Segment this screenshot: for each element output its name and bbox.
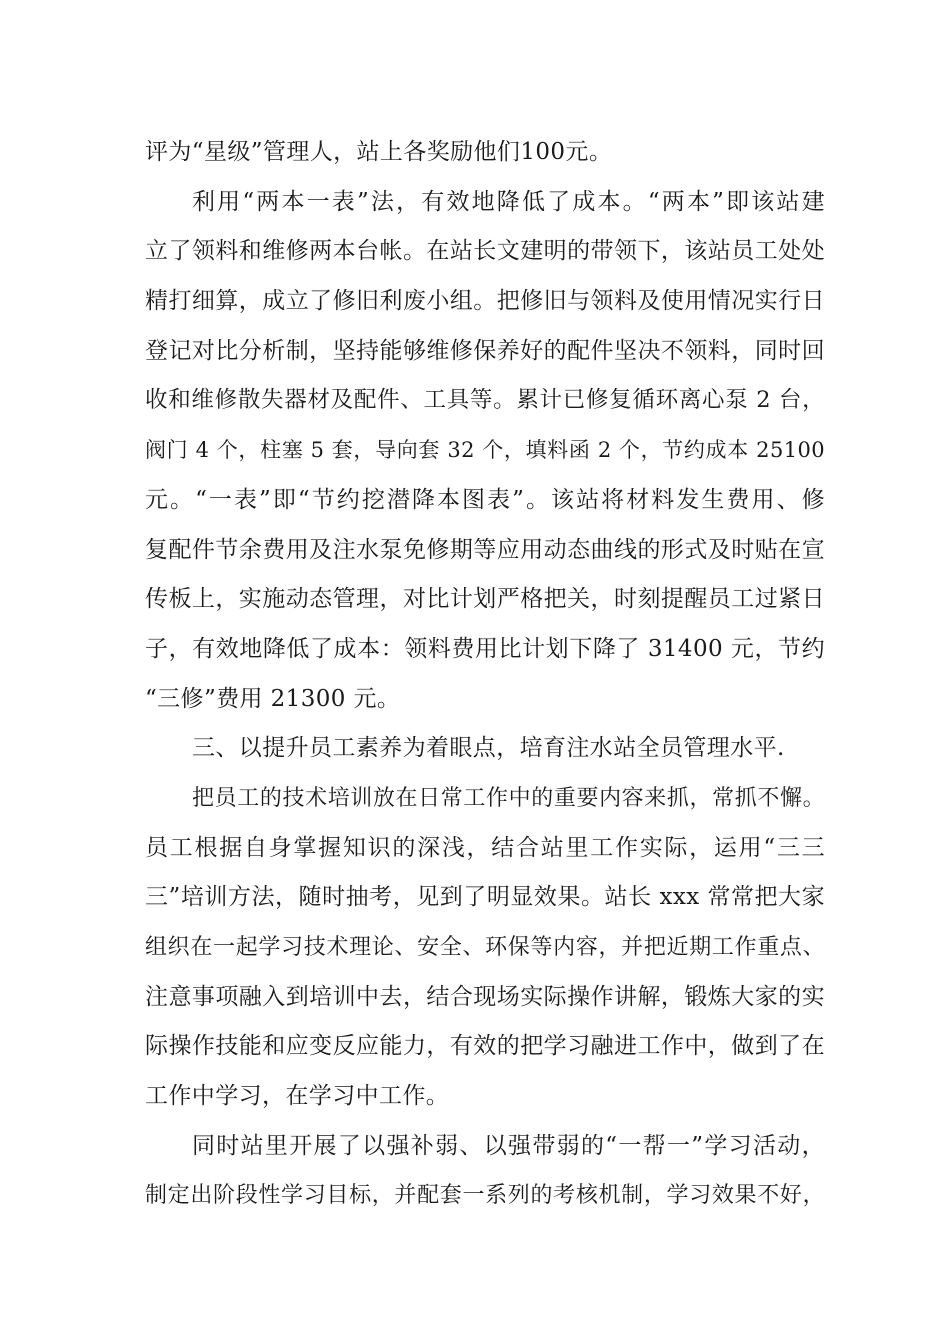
text-line: 员工根据自身掌握知识的深浅，结合站里工作实际，运用“三三 [145, 834, 825, 861]
text-line: 制定出阶段性学习目标，并配套一系列的考核机制，学习效果不好， [145, 1183, 825, 1209]
text-line: 元。“一表”即“节约挖潜降本图表”。该站将材料发生费用、修 [145, 486, 825, 513]
text-line: 复配件节余费用及注水泵免修期等应用动态曲线的形式及时贴在宣 [145, 536, 825, 563]
text-line: 立了领料和维修两本台帐。在站长文建明的带领下，该站员工处处 [145, 238, 825, 265]
text-line: 工作中学习，在学习中工作。 [145, 1083, 450, 1110]
text-line: 子，有效地降低了成本：领料费用比计划下降了 31400 元，节约 [145, 635, 825, 662]
text-line: 注意事项融入到培训中去，结合现场实际操作讲解，锻炼大家的实 [145, 983, 825, 1010]
text-line: 登记对比分析制，坚持能够维修保养好的配件坚决不领料，同时回 [145, 337, 825, 364]
document-body [145, 128, 825, 1221]
text-line: 收和维修散失器材及配件、工具等。累计已修复循环离心泵 2 台， [145, 387, 825, 414]
text-line: 传板上，实施动态管理，对比计划严格把关，时刻提醒员工过紧日 [145, 586, 825, 613]
text-line: 际操作技能和应变反应能力，有效的把学习融进工作中，做到了在 [145, 1033, 825, 1060]
text-line: 利用“两本一表”法，有效地降低了成本。“两本”即该站建 [192, 188, 825, 215]
text-line: 三”培训方法，随时抽考，见到了明显效果。站长 xxx 常常把大家 [145, 884, 825, 911]
text-line: 三、以提升员工素养为着眼点，培育注水站全员管理水平. [192, 735, 785, 762]
text-line: 把员工的技术培训放在日常工作中的重要内容来抓，常抓不懈。 [192, 785, 825, 811]
text-line: 同时站里开展了以强补弱、以强带弱的“一帮一”学习活动， [192, 1132, 825, 1159]
text-line: 组织在一起学习技术理论、安全、环保等内容，并把近期工作重点、 [145, 935, 825, 960]
text-line: 评为“星级”管理人，站上各奖励他们100元。 [145, 139, 613, 165]
text-line: 精打细算，成立了修旧利废小组。把修旧与领料及使用情况实行日 [145, 288, 825, 315]
text-line: 阀门 4 个，柱塞 5 套，导向套 32 个，填料函 2 个，节约成本 25100 [145, 438, 825, 463]
text-line: “三修”费用 21300 元。 [145, 685, 401, 712]
